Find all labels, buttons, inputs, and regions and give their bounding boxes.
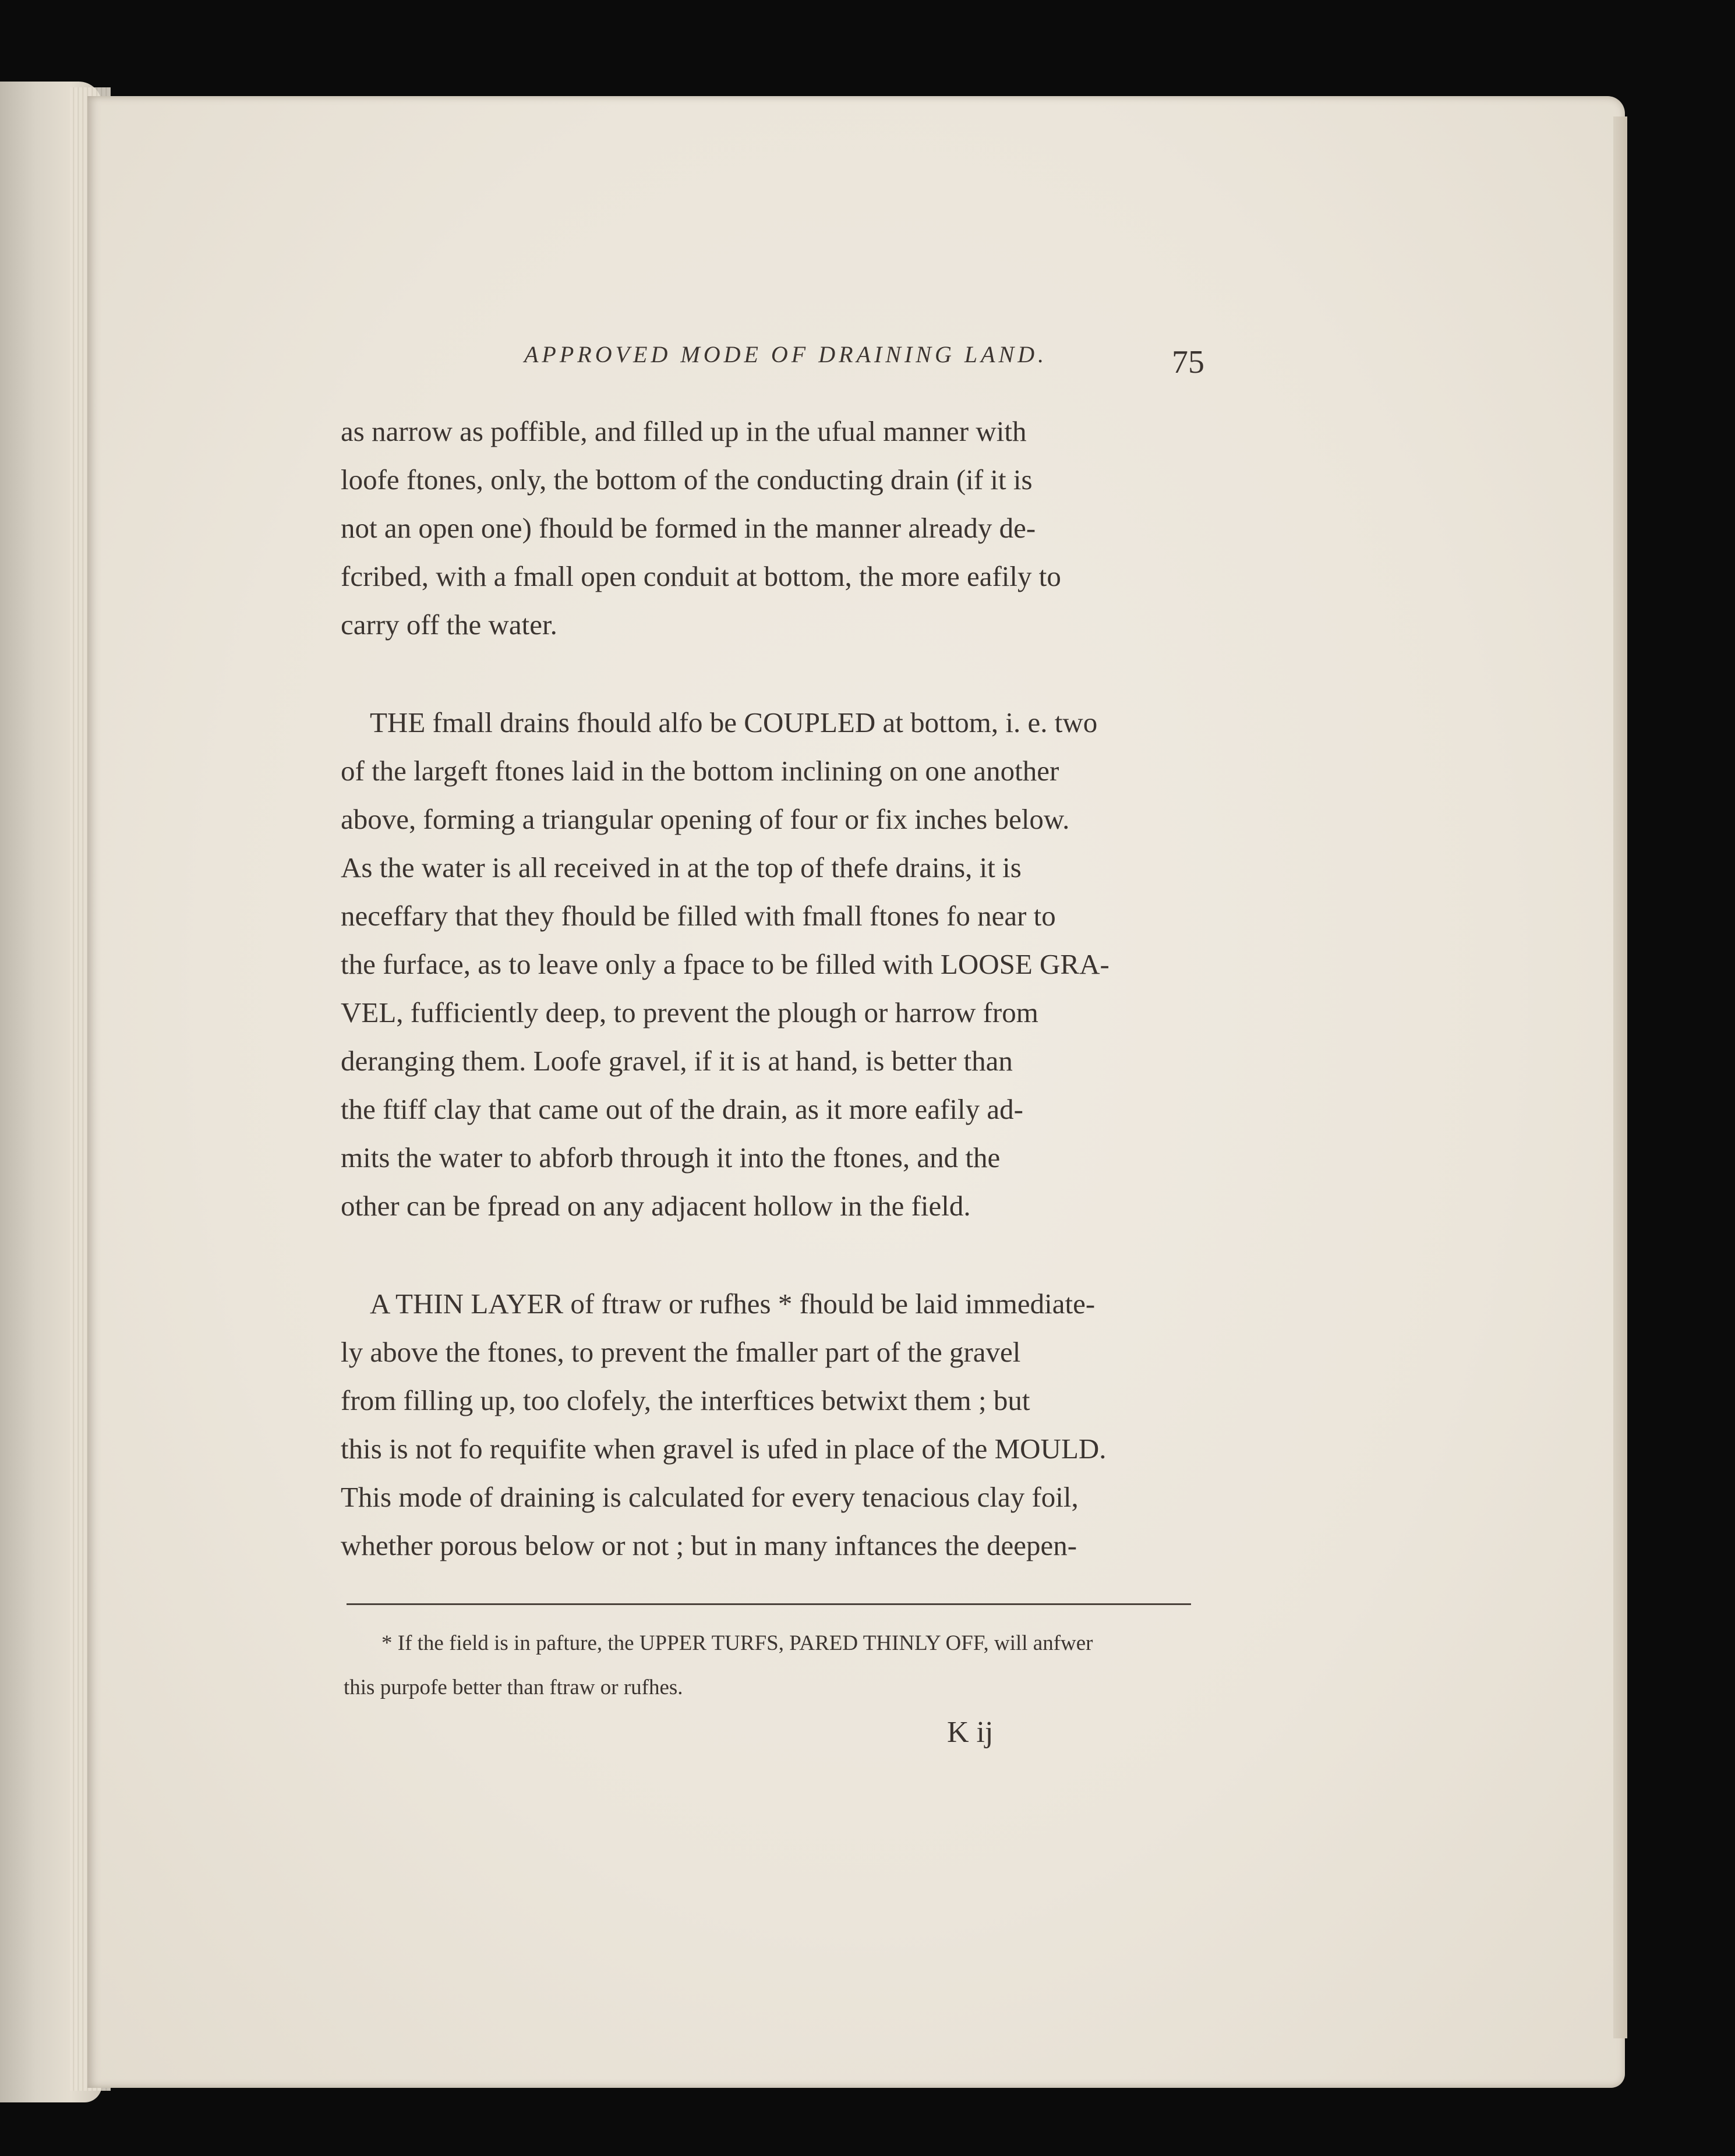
- body-line: of the largeft ftones laid in the bottom inclining on one another: [341, 755, 1059, 787]
- body-line: This mode of draining is calculated for every tenacious clay foil,: [341, 1481, 1079, 1513]
- body-line: neceffary that they fhould be filled with fmall ftones fo near to: [341, 900, 1056, 932]
- body-line: loofe ftones, only, the bottom of the conducting drain (if it is: [341, 464, 1033, 496]
- body-line: deranging them. Loofe gravel, if it is at hand, is better than: [341, 1045, 1013, 1077]
- body-line: fcribed, with a fmall open conduit at bottom, the more eafily to: [341, 560, 1061, 592]
- footnote-line: this purpofe better than ftraw or rufhes.: [344, 1676, 683, 1699]
- body-line: not an open one) fhould be formed in the manner already de-: [341, 512, 1036, 544]
- body-line: ly above the ftones, to prevent the fmaller part of the gravel: [341, 1336, 1021, 1368]
- running-header: APPROVED MODE OF DRAINING LAND.: [524, 341, 1048, 367]
- page-right-edge: [1613, 116, 1627, 2038]
- signature-mark: K ij: [947, 1716, 994, 1749]
- body-line: whether porous below or not ; but in many inftances the deepen-: [341, 1529, 1077, 1561]
- page-number: 75: [1172, 344, 1204, 380]
- body-line: above, forming a triangular opening of four or fix inches below.: [341, 803, 1070, 835]
- body-line: the ftiff clay that came out of the drain, as it more eafily ad-: [341, 1093, 1023, 1125]
- body-line: other can be fpread on any adjacent hollow in the field.: [341, 1190, 971, 1222]
- book-page: [87, 96, 1625, 2088]
- body-line: from filling up, too clofely, the interftices betwixt them ; but: [341, 1384, 1030, 1416]
- body-line: the furface, as to leave only a fpace to be filled with LOOSE GRA-: [341, 948, 1109, 980]
- body-line: THE fmall drains fhould alfo be COUPLED at bottom, i. e. two: [370, 706, 1098, 738]
- body-line: mits the water to abforb through it into the ftones, and the: [341, 1141, 1001, 1174]
- body-line: this is not fo requifite when gravel is ufed in place of the MOULD.: [341, 1433, 1107, 1465]
- body-line: as narrow as poffible, and filled up in the ufual manner with: [341, 415, 1027, 447]
- body-line: A THIN LAYER of ftraw or rufhes * fhould be laid immediate-: [370, 1288, 1096, 1320]
- footnote-rule: [347, 1603, 1191, 1605]
- body-line: As the water is all received in at the top of thefe drains, it is: [341, 851, 1022, 883]
- footnote-line: * If the field is in pafture, the UPPER TURFS, PARED THINLY OFF, will anfwer: [381, 1631, 1093, 1655]
- body-line: carry off the water.: [341, 609, 557, 641]
- body-line: VEL, fufficiently deep, to prevent the plough or harrow from: [341, 996, 1038, 1028]
